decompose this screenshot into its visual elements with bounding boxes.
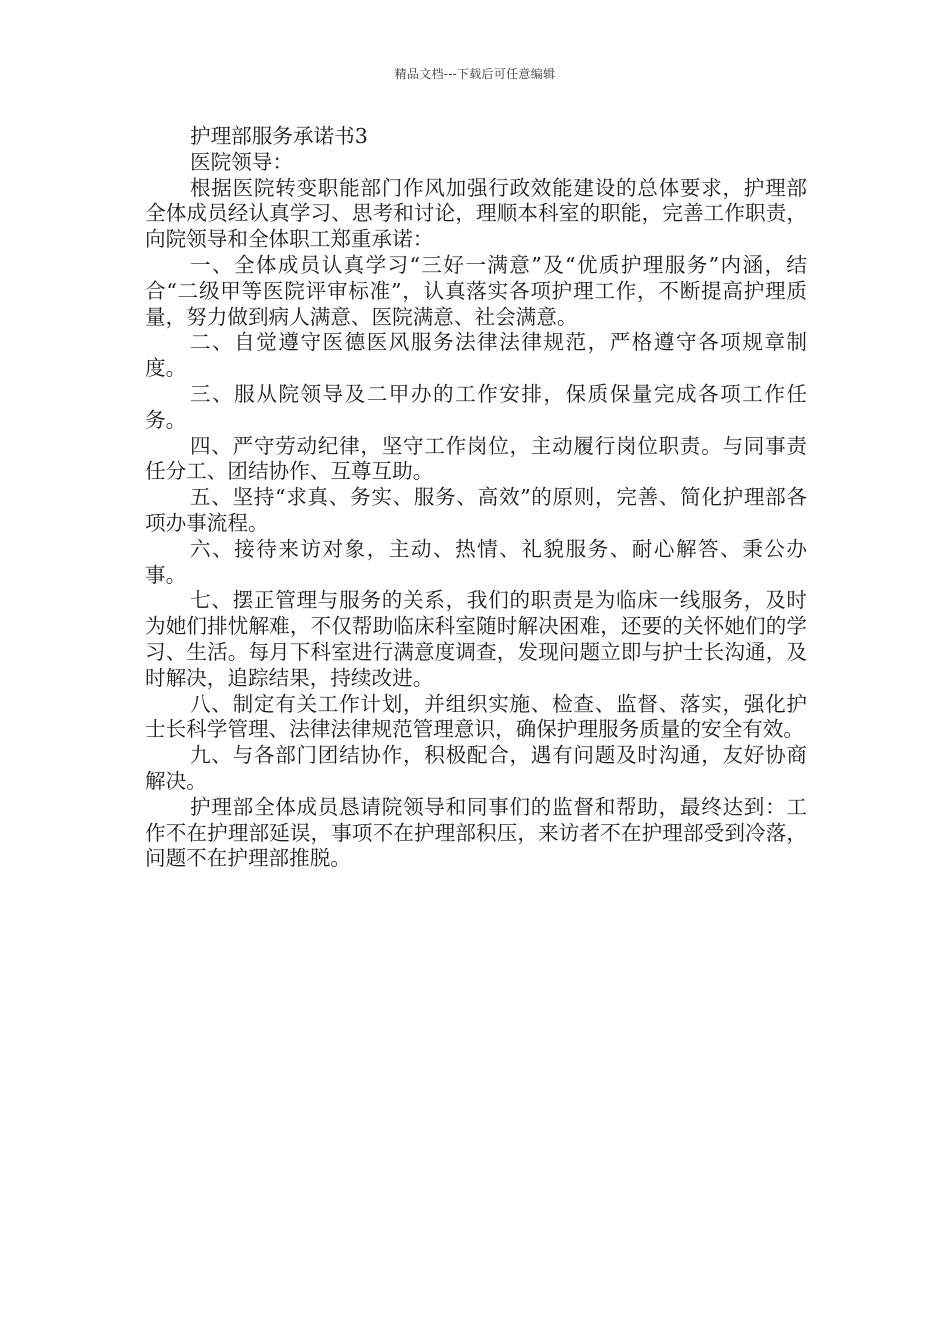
paragraph-item-6: 六、接待来访对象，主动、热情、礼貌服务、耐心解答、秉公办事。 [145, 536, 807, 587]
document-title: 护理部服务承诺书3 [190, 124, 368, 148]
paragraph-closing: 护理部全体成员恳请院领导和同事们的监督和帮助，最终达到：工作不在护理部延误，事项不在护理部积压，来访者不在护理部受到冷落，问题不在护理部推脱。 [145, 794, 807, 871]
header-note: 精品文档---下载后可任意编辑 [394, 67, 556, 81]
paragraph-item-1: 一、全体成员认真学习“三好一满意”及“优质护理服务”内涵，结合“二级甲等医院评审标准”，认真落实各项护理工作，不断提高护理质量，努力做到病人满意、医院满意、社会满意。 [145, 252, 807, 329]
paragraph-item-7: 七、摆正管理与服务的关系，我们的职责是为临床一线服务，及时为她们排忧解难，不仅帮助临床科室随时解决困难，还要的关怀她们的学习、生活。每月下科室进行满意度调查，发现问题立即与护士长沟通，及时解决，追踪结果，持续改进。 [145, 588, 807, 690]
paragraph-intro: 根据医院转变职能部门作风加强行政效能建设的总体要求，护理部全体成员经认真学习、思考和讨论，理顺本科室的职能，完善工作职责，向院领导和全体职工郑重承诺： [145, 175, 807, 252]
paragraph-item-5: 五、坚持“求真、务实、服务、高效”的原则，完善、简化护理部各项办事流程。 [145, 485, 807, 535]
paragraph-item-3: 三、服从院领导及二甲办的工作安排，保质保量完成各项工作任务。 [145, 381, 807, 432]
paragraph-item-9: 九、与各部门团结协作，积极配合，遇有问题及时沟通，友好协商解决。 [145, 743, 807, 793]
paragraph-item-2: 二、自觉遵守医德医风服务法律法律规范，严格遵守各项规章制度。 [145, 330, 807, 381]
paragraph-item-8: 八、制定有关工作计划，并组织实施、检查、监督、落实，强化护士长科学管理、法律法律规范管理意识，确保护理服务质量的安全有效。 [145, 691, 807, 742]
salutation: 医院领导： [190, 149, 293, 174]
document-body [145, 124, 807, 872]
paragraph-item-4: 四、严守劳动纪律，坚守工作岗位，主动履行岗位职责。与同事责任分工、团结协作、互尊互助。 [145, 433, 807, 484]
